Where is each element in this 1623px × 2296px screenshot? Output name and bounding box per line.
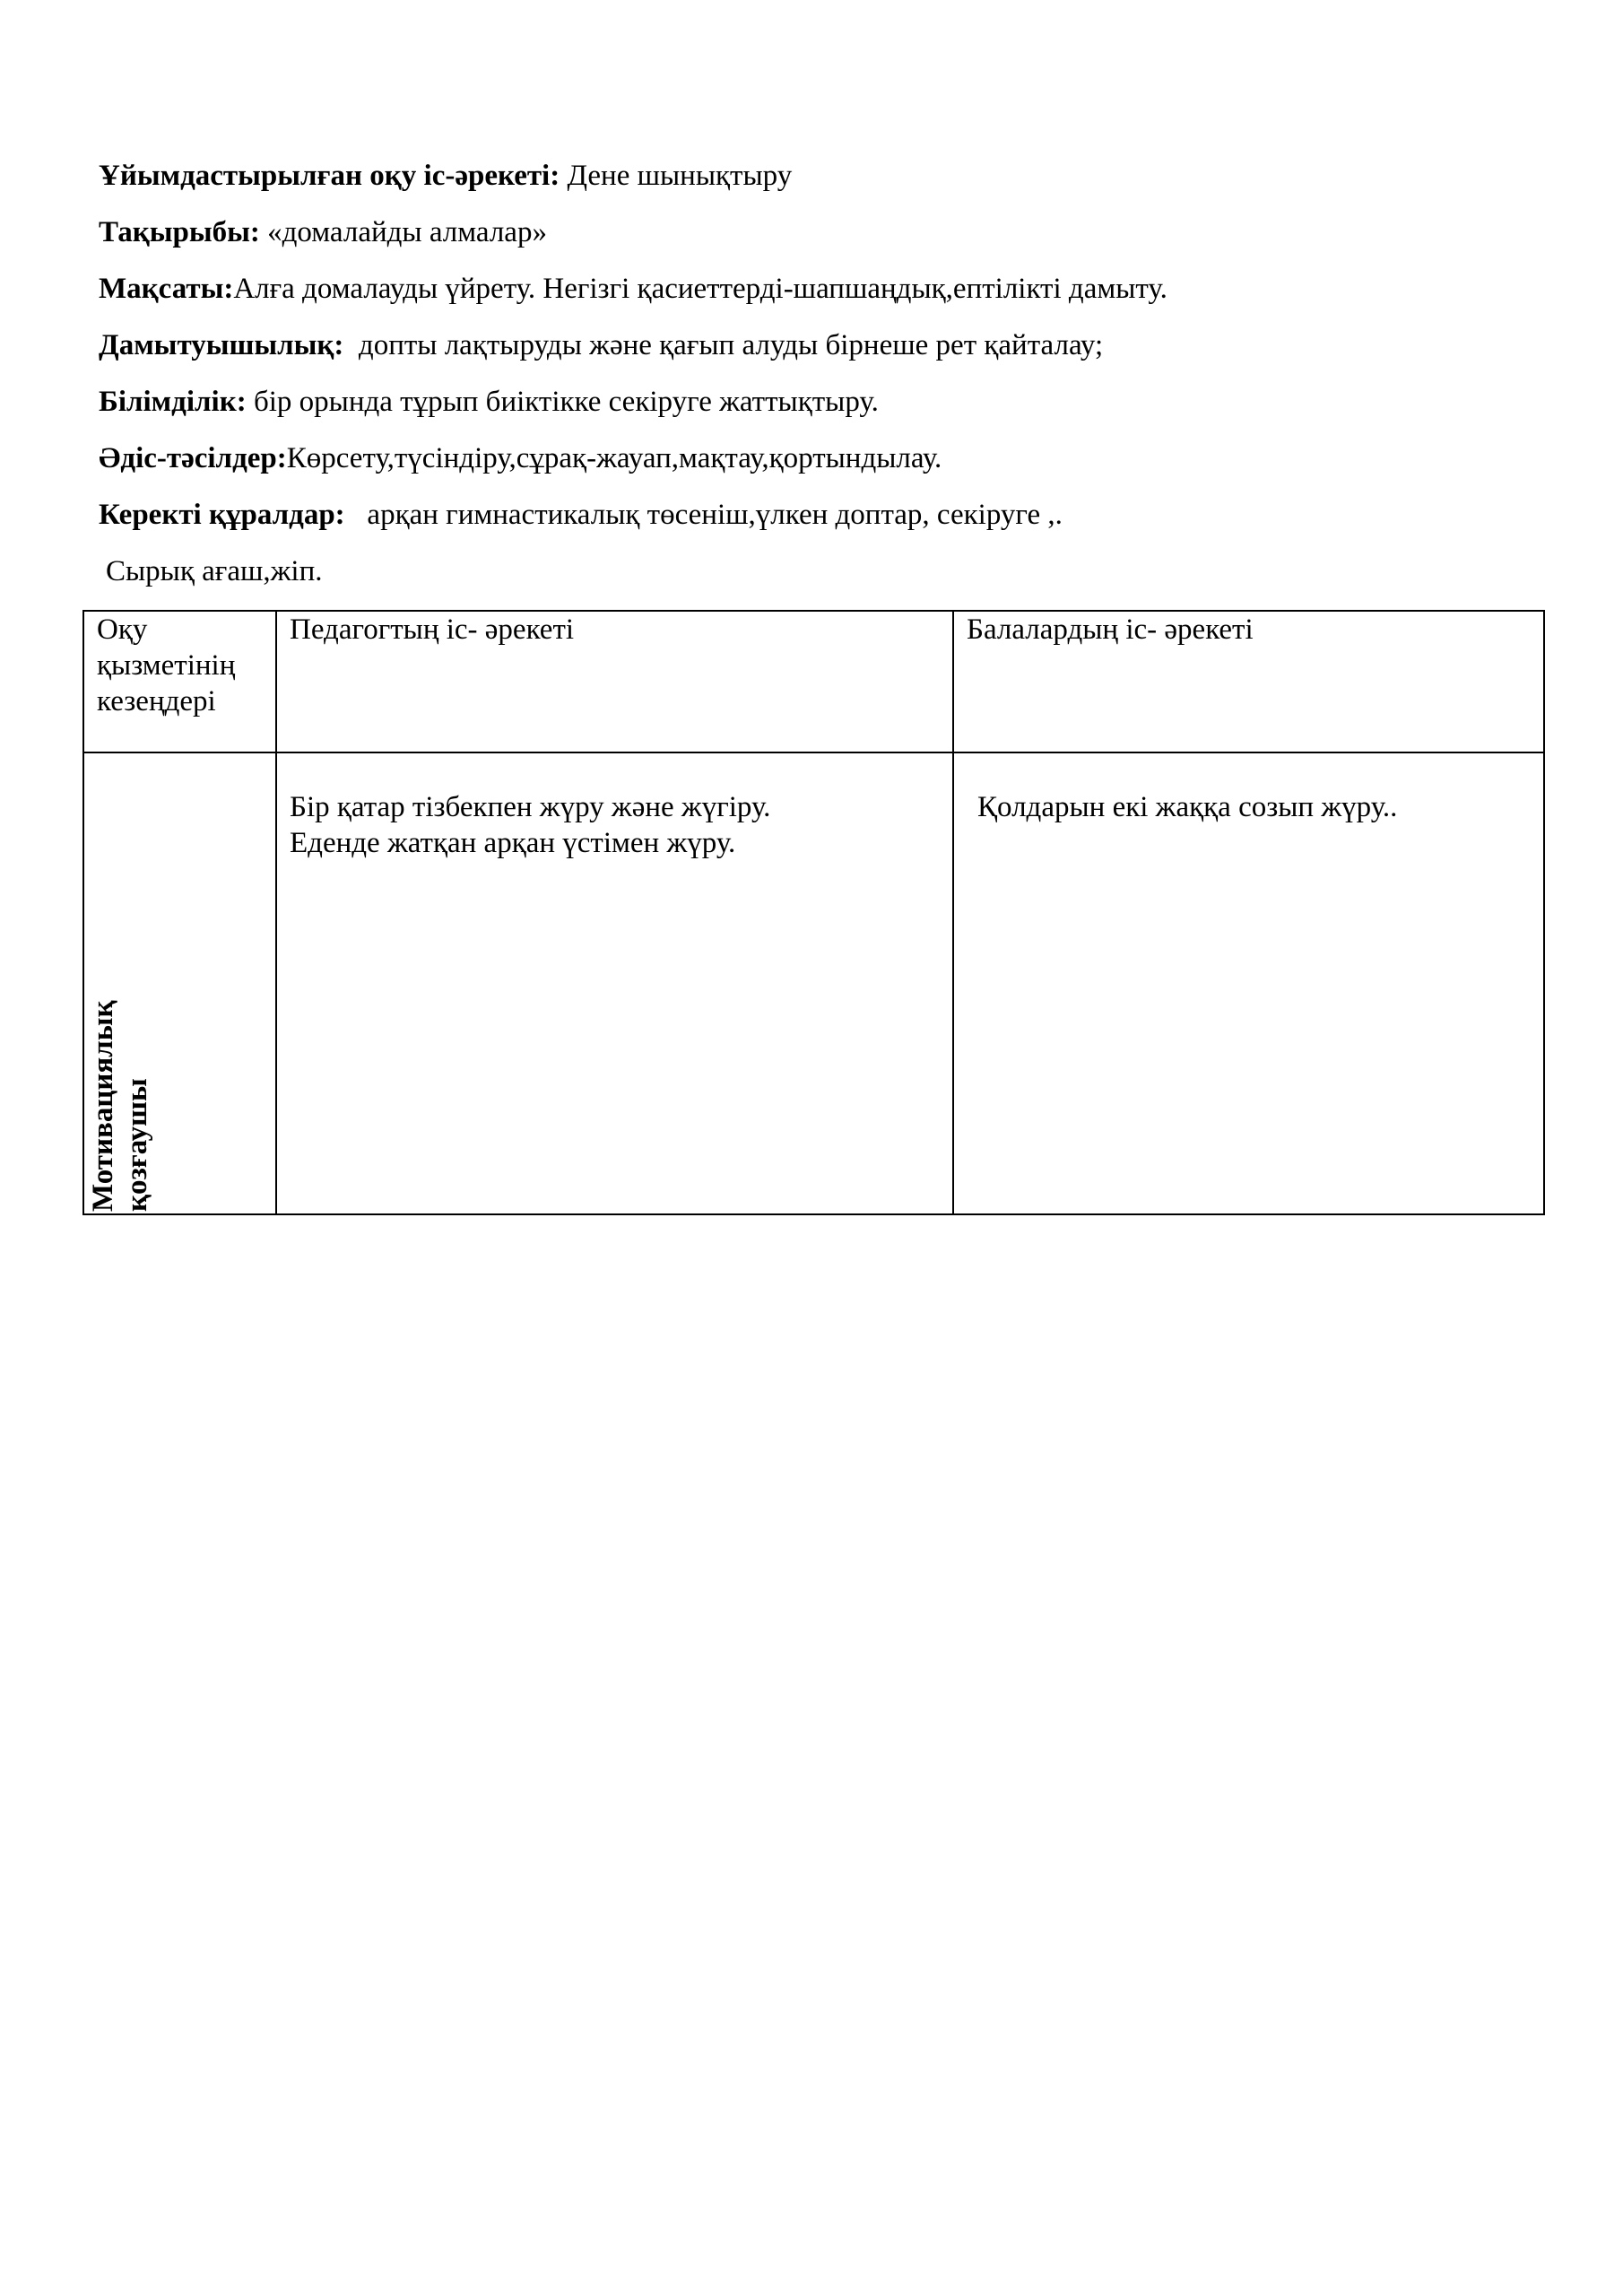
topic-label: Тақырыбы: bbox=[99, 216, 260, 248]
stage-label-line2: қозғаушы bbox=[121, 1078, 153, 1212]
children-text: Қолдарын екі жаққа созып жүру.. bbox=[977, 791, 1398, 823]
educational-label: Білімділік: bbox=[99, 386, 247, 418]
topic-line bbox=[99, 214, 547, 250]
teacher-line-2: Еденде жатқан арқан үстімен жүру. bbox=[290, 827, 736, 859]
stage-label-line1: Мотивациялық bbox=[87, 1000, 119, 1212]
educational-line bbox=[99, 384, 879, 420]
stage-label bbox=[86, 961, 154, 1212]
equipment-label: Керекті құралдар: bbox=[99, 499, 345, 531]
equipment-line bbox=[99, 497, 1063, 533]
header-teacher: Педагогтың іс- әрекеті bbox=[276, 611, 953, 752]
topic-value: «домалайды алмалар» bbox=[267, 216, 547, 248]
methods-label: Әдіс-тәсілдер: bbox=[99, 442, 287, 474]
header-children: Балалардың іс- әрекеті bbox=[953, 611, 1544, 752]
equipment-continued: Сырық ағаш,жіп. bbox=[106, 555, 323, 587]
educational-value: бір орында тұрып биіктікке секіруге жаттықтыру. bbox=[253, 386, 879, 418]
lesson-table bbox=[82, 610, 1545, 1215]
stage-cell bbox=[83, 752, 276, 1214]
activity-label: Ұйымдастырылған оқу іс-әрекеті: bbox=[99, 160, 560, 192]
goal-line bbox=[99, 271, 1167, 307]
table-header-row bbox=[83, 611, 1544, 752]
goal-label: Мақсаты: bbox=[99, 273, 234, 305]
header-stages: Оқу қызметінің кезеңдері bbox=[83, 611, 276, 752]
developing-line bbox=[99, 327, 1103, 363]
activity-value: Дене шынықтыру bbox=[567, 160, 793, 192]
developing-value: допты лақтыруды және қағып алуды бірнеше рет қайталау; bbox=[358, 329, 1104, 361]
equipment-value: арқан гимнастикалық төсеніш,үлкен доптар, секіруге ,. bbox=[367, 499, 1063, 531]
table-row bbox=[83, 752, 1544, 1214]
teacher-cell bbox=[276, 752, 953, 1214]
developing-label: Дамытуышылық: bbox=[99, 329, 344, 361]
methods-line bbox=[99, 440, 942, 476]
goal-value: Алға домалауды үйрету. Негізгі қасиеттерді-шапшаңдық,ептілікті дамыту. bbox=[233, 273, 1167, 305]
children-cell bbox=[953, 752, 1544, 1214]
teacher-line-1: Бір қатар тізбекпен жүру және жүгіру. bbox=[290, 791, 771, 823]
activity-line bbox=[99, 158, 792, 194]
methods-value: Көрсету,түсіндіру,сұрақ-жауап,мақтау,қортындылау. bbox=[286, 442, 942, 474]
